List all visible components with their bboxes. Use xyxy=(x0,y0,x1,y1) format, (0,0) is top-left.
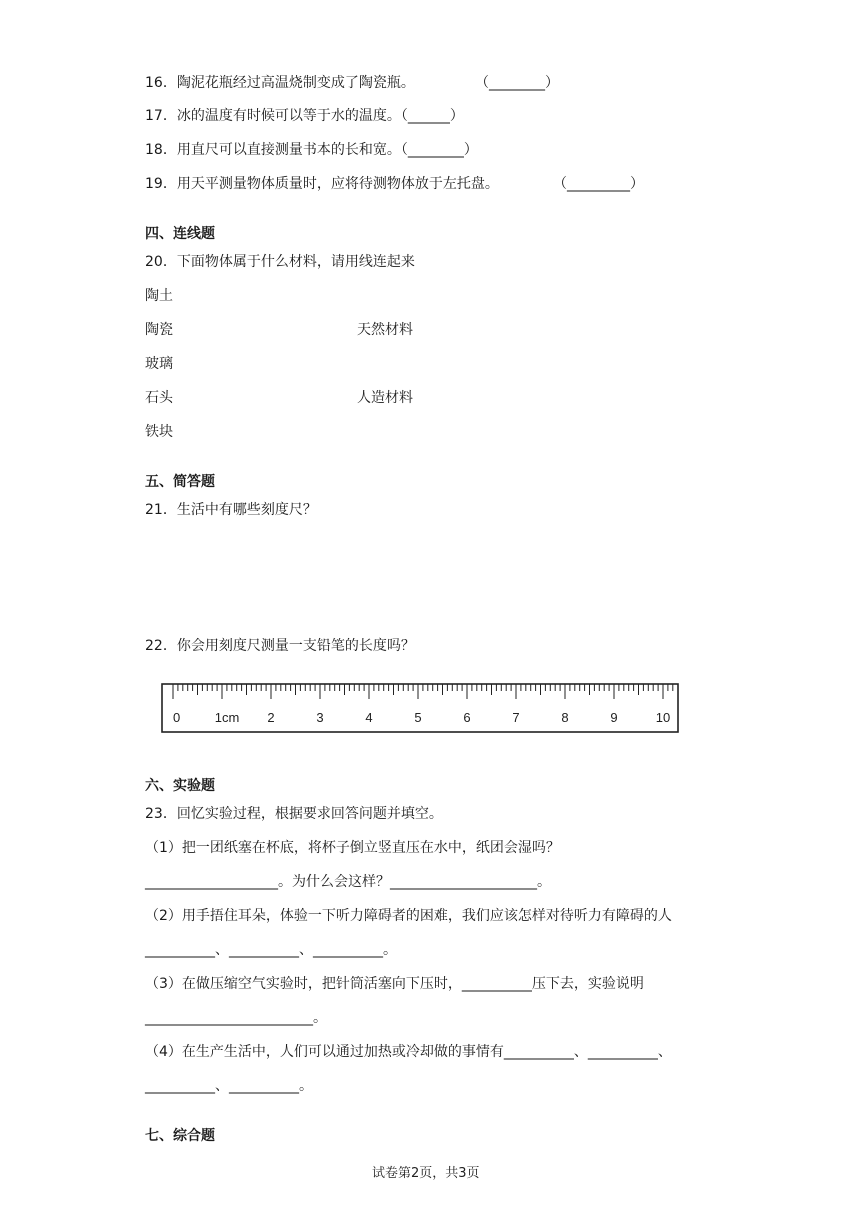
match-left-item[interactable]: 陶瓷 xyxy=(145,322,173,338)
ruler-label: 3 xyxy=(316,710,324,725)
ruler-label: 6 xyxy=(463,710,471,725)
ruler-label: 4 xyxy=(365,710,373,725)
page-footer: 试卷第2页，共3页 xyxy=(372,1166,480,1181)
ruler-label: 9 xyxy=(610,710,618,725)
section-heading-comprehensive: 七、综合题 xyxy=(145,1128,215,1144)
answer-blank-19[interactable]: （_________） xyxy=(553,176,644,192)
question-23-part-1: （1）把一团纸塞在杯底，将杯子倒立竖直压在水中，纸团会湿吗？ xyxy=(145,840,560,856)
answer-line-23-3[interactable]: ________________________。 xyxy=(145,1010,327,1026)
question-23-part-4: （4）在生产生活中，人们可以通过加热或冷却做的事情有__________、__________、 xyxy=(145,1044,672,1060)
answer-line-23-2[interactable]: __________、__________、__________。 xyxy=(145,942,397,958)
ruler-image xyxy=(161,680,679,734)
question-19: 19．用天平测量物体质量时，应将待测物体放于左托盘。 xyxy=(145,176,499,192)
ruler-label: 8 xyxy=(561,710,569,725)
question-23-part-2: （2）用手捂住耳朵，体验一下听力障碍者的困难，我们应该怎样对待听力有障碍的人 xyxy=(145,908,672,924)
question-23-part-3: （3）在做压缩空气实验时，把针筒活塞向下压时，__________压下去，实验说明 xyxy=(145,976,644,992)
section-heading-matching: 四、连线题 xyxy=(145,226,215,242)
match-left-item[interactable]: 铁块 xyxy=(145,424,173,440)
ruler-label: 2 xyxy=(267,710,275,725)
question-22: 22．你会用刻度尺测量一支铅笔的长度吗？ xyxy=(145,638,415,654)
question-17: 17．冰的温度有时候可以等于水的温度。（______） xyxy=(145,108,464,124)
match-right-item[interactable]: 天然材料 xyxy=(357,322,413,338)
ruler-label: 5 xyxy=(414,710,422,725)
match-left-item[interactable]: 石头 xyxy=(145,390,173,406)
match-right-item[interactable]: 人造材料 xyxy=(357,390,413,406)
question-21: 21．生活中有哪些刻度尺？ xyxy=(145,502,317,518)
match-left-item[interactable]: 玻璃 xyxy=(145,356,173,372)
answer-line-23-1[interactable]: ___________________。为什么会这样？_____________________。 xyxy=(145,874,551,890)
ruler-label: 7 xyxy=(512,710,520,725)
answer-line-23-4[interactable]: __________、__________。 xyxy=(145,1078,313,1094)
question-20: 20．下面物体属于什么材料，请用线连起来 xyxy=(145,254,415,270)
ruler-label: 1cm xyxy=(214,710,240,725)
section-heading-experiment: 六、实验题 xyxy=(145,778,215,794)
match-left-item[interactable]: 陶土 xyxy=(145,288,173,304)
question-18: 18．用直尺可以直接测量书本的长和宽。（________） xyxy=(145,142,478,158)
section-heading-short-answer: 五、简答题 xyxy=(145,474,215,490)
answer-blank-16[interactable]: （________） xyxy=(475,75,559,91)
ruler-label: 0 xyxy=(173,710,181,725)
ruler-label: 10 xyxy=(655,710,671,725)
question-23: 23．回忆实验过程，根据要求回答问题并填空。 xyxy=(145,806,443,822)
question-16: 16．陶泥花瓶经过高温烧制变成了陶瓷瓶。 xyxy=(145,75,415,91)
